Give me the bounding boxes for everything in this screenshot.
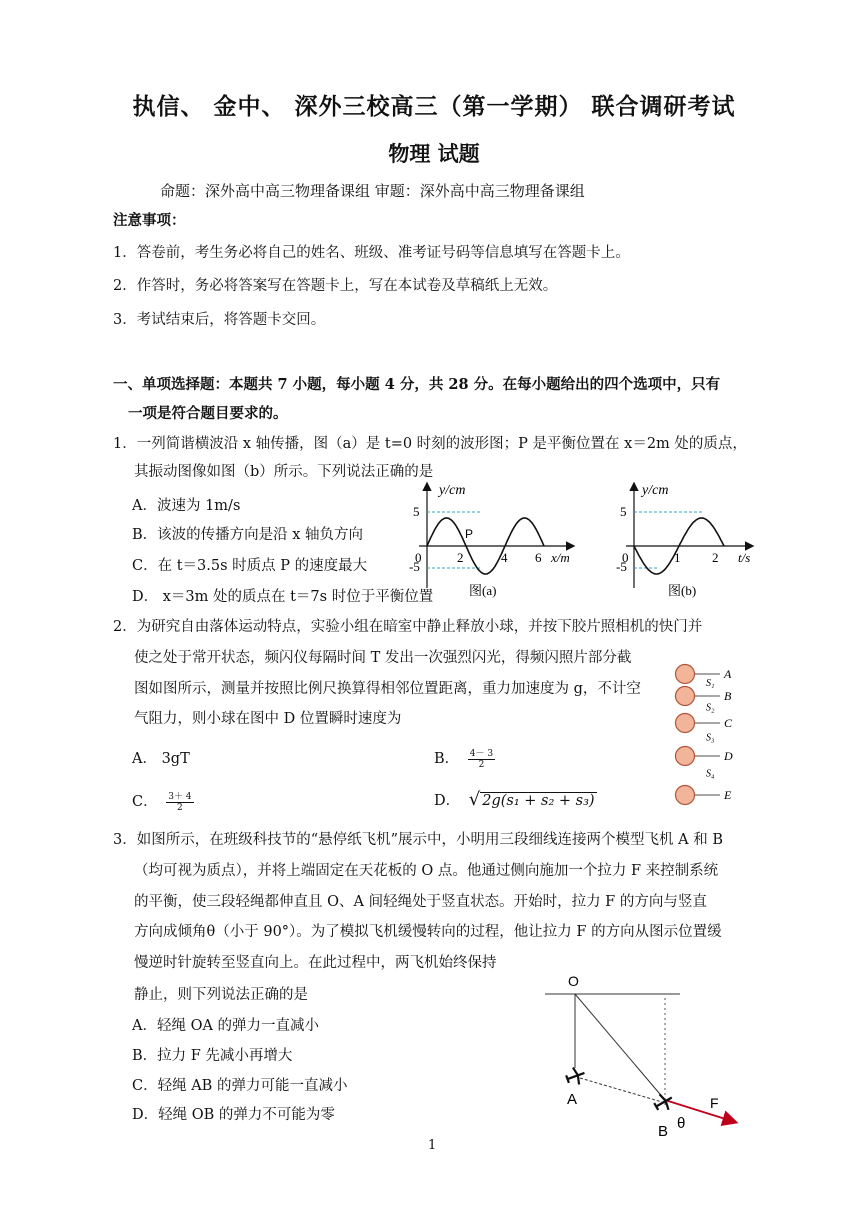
q1-stem-line2: 其振动图像如图（b）所示。下列说法正确的是 — [134, 464, 434, 480]
strobe-ball-a — [676, 665, 695, 684]
fig-a-tick-4: 4 — [501, 550, 508, 565]
q3-option-d: D．轻绳 OB 的弹力不可能为零 — [132, 1107, 335, 1123]
q1-option-b: B．该波的传播方向是沿 x 轴负方向 — [132, 527, 364, 543]
q3-stem-line6: 静止，则下列说法正确的是 — [134, 987, 308, 1003]
q1-figure-b — [612, 478, 762, 603]
fig-b-tick-2: 2 — [712, 550, 719, 565]
q3-stem-line2: （均可视为质点），并将上端固定在天花板的 O 点。他通过侧向施加一个拉力 F 来控制系统 — [134, 863, 719, 879]
q3-figure — [540, 970, 750, 1140]
q1-stem-line1: 1．一列简谐横波沿 x 轴传播，图（a）是 t=0 时刻的波形图；P 是平衡位置在 x＝2m 处的质点， — [113, 436, 747, 452]
fig-b-tick-5: 5 — [620, 504, 627, 519]
q2-option-a: A． 3gT — [132, 751, 190, 767]
note-item-2: 2．作答时，务必将答案写在答题卡上，写在本试卷及草稿纸上无效。 — [113, 278, 558, 294]
strobe-ball-e — [676, 786, 695, 805]
exam-authors: 命题：深外高中高三物理备课组 审题：深外高中高三物理备课组 — [160, 182, 585, 200]
q1-option-d: D． x＝3m 处的质点在 t＝7s 时位于平衡位置 — [132, 589, 434, 605]
q3-stem-line1: 3．如图所示，在班级科技节的“悬停纸飞机”展示中，小明用三段细线连接两个模型飞机 A 和 B — [113, 832, 724, 848]
gap-label-s4: S₄ — [706, 768, 715, 780]
label-o: O — [568, 973, 579, 989]
label-a: A — [567, 1091, 578, 1108]
q2-stem-line2: 使之处于常开状态，频闪仪每隔时间 T 发出一次强烈闪光，得频闪照片部分截 — [134, 650, 632, 666]
q2-option-b: B． $\frac{4- 3}{2}$ — [434, 748, 494, 770]
q2-option-c: C． $\frac{3+ 4}{2}$ — [132, 791, 192, 813]
exam-subject: 物理 试题 — [388, 141, 480, 166]
fig-a-caption: 图(a) — [469, 583, 497, 598]
label-b: B — [658, 1123, 669, 1140]
gap-label-s3: S₃ — [706, 732, 715, 744]
q2-stem-line1: 2．为研究自由落体运动特点，实验小组在暗室中静止释放小球，并按下胶片照相机的快门并 — [113, 619, 703, 635]
q3-option-c: C．轻绳 AB 的弹力可能一直减小 — [132, 1078, 348, 1094]
ball-label-d: D — [724, 749, 733, 763]
fig-b-tick-1: 1 — [674, 550, 681, 565]
section1-heading: 一、单项选择题：本题共 7 小题，每小题 4 分，共 28 分。在每小题给出的四个选项中，只有 — [113, 376, 721, 393]
q3-option-b: B．拉力 F 先减小再增大 — [132, 1048, 293, 1064]
fig-b-tick-neg5: -5 — [616, 559, 627, 574]
note-item-3: 3．考试结束后，将答题卡交回。 — [113, 312, 326, 328]
fig-a-tick-neg5: -5 — [409, 559, 420, 574]
q3-stem-line3: 的平衡，使三段轻绳都伸直且 O、A 间轻绳处于竖直状态。开始时，拉力 F 的方向与竖直 — [134, 894, 707, 910]
q2-stem-line4: 气阻力，则小球在图中 D 位置瞬时速度为 — [134, 711, 402, 727]
section1-heading-cont: 一项是符合题目要求的。 — [128, 405, 288, 422]
page-number: 1 — [428, 1138, 437, 1153]
q1-option-c: C．在 t＝3.5s 时质点 P 的速度最大 — [132, 558, 368, 574]
ball-label-c: C — [724, 716, 733, 730]
fig-b-ylabel: y/cm — [642, 483, 669, 498]
force-f-arrow — [665, 1100, 735, 1122]
ball-label-e: E — [724, 788, 732, 802]
q3-stem-line4: 方向成倾角θ（小于 90°）。为了模拟飞机缓慢转向的过程，他让拉力 F 的方向从图示位置缓 — [134, 924, 722, 940]
q3-option-a: A．轻绳 OA 的弹力一直减小 — [132, 1018, 320, 1034]
fig-b-tick-0: 0 — [622, 550, 629, 565]
q3-stem-line5: 慢逆时针旋转至竖直向上。在此过程中，两飞机始终保持 — [134, 955, 497, 971]
plane-a-icon — [564, 1064, 587, 1087]
fig-b-caption: 图(b) — [668, 583, 697, 598]
fig-a-tick-2: 2 — [457, 550, 464, 565]
fig-a-tick-0: 0 — [415, 550, 422, 565]
fig-a-ylabel: y/cm — [439, 483, 466, 498]
fig-a-tick-5: 5 — [413, 504, 420, 519]
strobe-ball-c — [676, 714, 695, 733]
strobe-ball-b — [676, 687, 695, 706]
q2-option-d: D． √ 2g(s₁ + s₂ + s₃) — [434, 789, 595, 810]
note-item-1: 1．答卷前，考生务必将自己的姓名、班级、准考证号码等信息填写在答题卡上。 — [113, 245, 630, 261]
gap-label-s2: S₂ — [706, 702, 715, 714]
q1-figure-a — [405, 478, 585, 603]
exam-title: 执信、 金中、 深外三校高三（第一学期） 联合调研考试 — [132, 93, 736, 120]
label-f: F — [710, 1095, 719, 1111]
fig-a-tick-6: 6 — [535, 550, 542, 565]
rope-ob — [575, 994, 665, 1100]
ball-label-a: A — [724, 667, 732, 681]
ball-label-b: B — [724, 689, 732, 703]
q2-strobe-figure — [668, 660, 748, 810]
fig-b-xlabel: t/s — [738, 550, 751, 565]
label-theta: θ — [677, 1115, 686, 1132]
gap-label-s1: S₁ — [706, 678, 715, 689]
fig-a-point-p: P — [465, 527, 474, 541]
q2-stem-line3: 图如图所示，测量并按照比例尺换算得相邻位置距离，重力加速度为 g，不计空 — [134, 681, 641, 697]
notes-heading: 注意事项： — [113, 212, 186, 229]
fig-a-xlabel: x/m — [551, 550, 570, 565]
strobe-ball-d — [676, 747, 695, 766]
q1-option-a: A．波速为 1m/s — [132, 498, 241, 514]
